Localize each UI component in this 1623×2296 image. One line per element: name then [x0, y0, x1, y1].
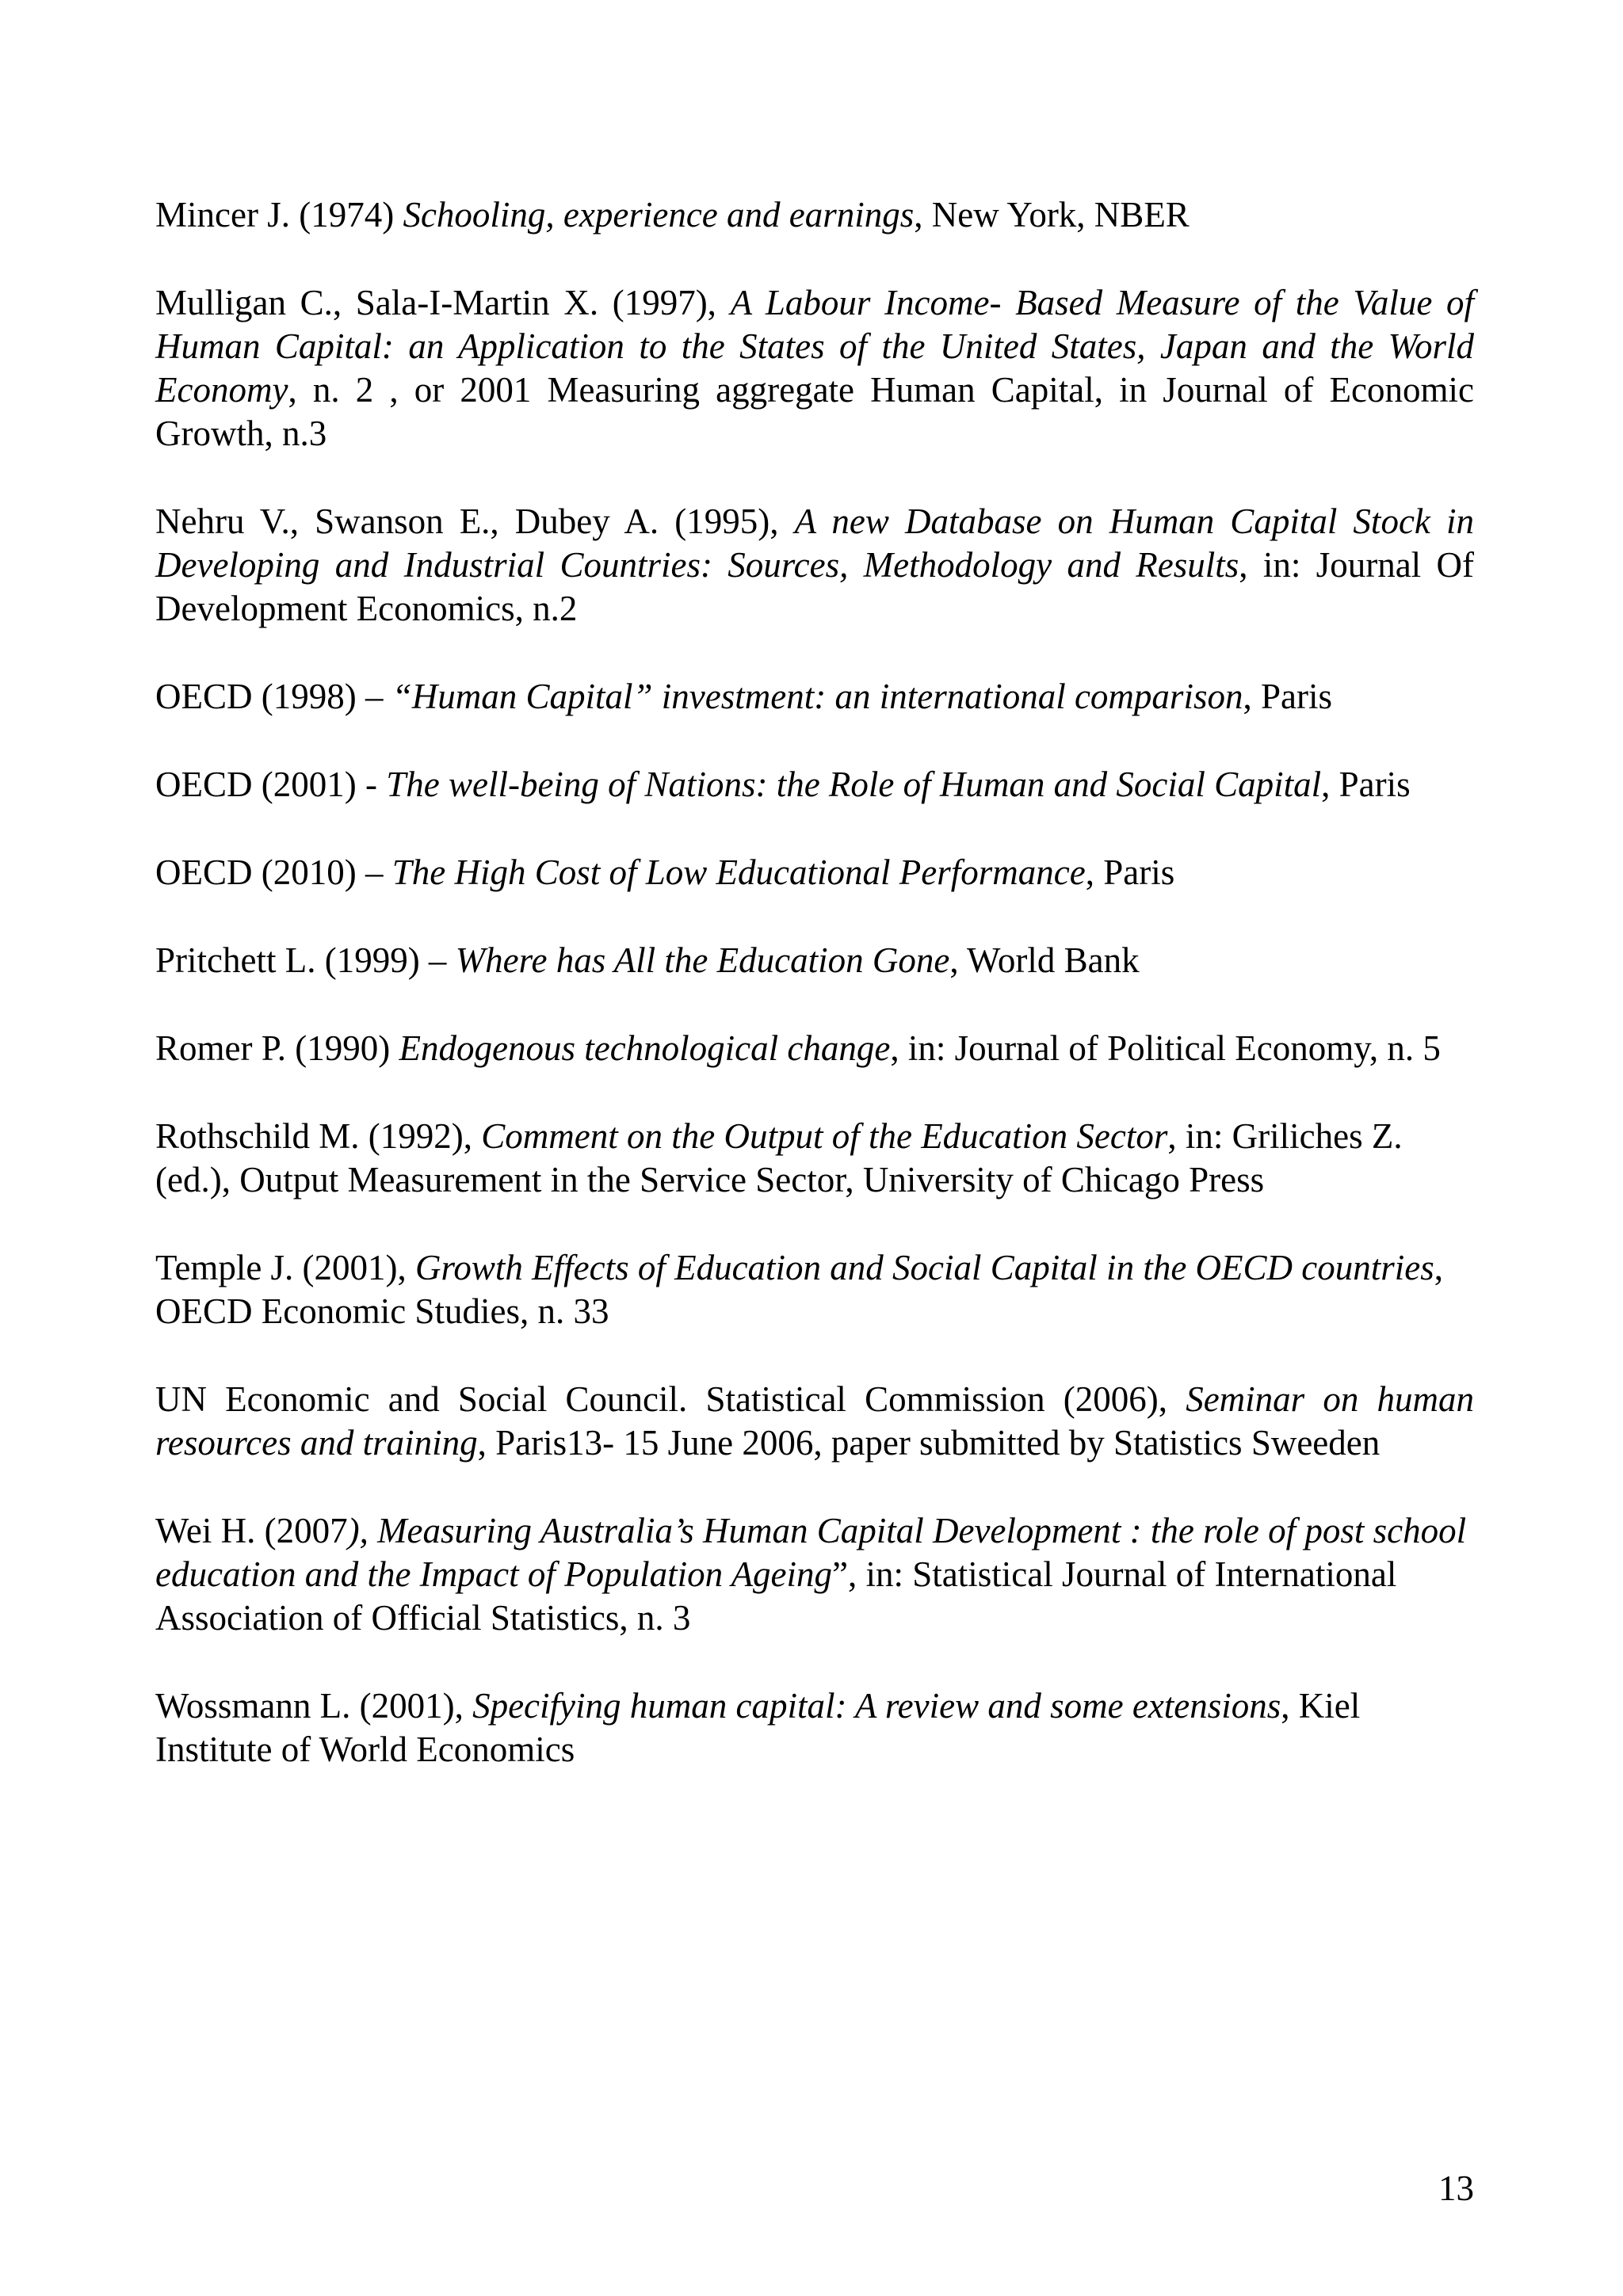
reference-entry: Temple J. (2001), Growth Effects of Education and Social Capital in the OECD countries, OECD Economic Studies, n. 33 [155, 1248, 1444, 1331]
reference-entry: Nehru V., Swanson E., Dubey A. (1995), A new Database on Human Capital Stock in Developing and Industrial Countries: Sources, Methodology and Results, in: Journal Of Development Economics, n.2 [155, 502, 1474, 628]
reference-entry: OECD (1998) – “Human Capital” investment: an international comparison, Paris [155, 677, 1332, 716]
page-number: 13 [1438, 2168, 1474, 2208]
reference-entry: Pritchett L. (1999) – Where has All the Education Gone, World Bank [155, 940, 1140, 980]
reference-entry: Mulligan C., Sala-I-Martin X. (1997), A Labour Income- Based Measure of the Value of Human Capital: an Application to the States of the United States, Japan and the World Economy, n. 2 , or 2001 Measuring aggregate Human Capital, in Journal of Economic Growth, n.3 [155, 283, 1474, 453]
reference-entry: Wossmann L. (2001), Specifying human capital: A review and some extensions, Kiel Institute of World Economics [155, 1686, 1361, 1769]
reference-entry: OECD (2001) - The well-being of Nations: the Role of Human and Social Capital, Paris [155, 765, 1411, 804]
reference-entry: Mincer J. (1974) Schooling, experience and earnings, New York, NBER [155, 195, 1190, 235]
reference-entry: Wei H. (2007), Measuring Australia’s Human Capital Development : the role of post school education and the Impact of Population Ageing”, in: Statistical Journal of International Association of Official Statistics, n. 3 [155, 1511, 1467, 1638]
reference-entry: Rothschild M. (1992), Comment on the Output of the Education Sector, in: Griliches Z. (ed.), Output Measurement in the Service Sector, University of Chicago Press [155, 1116, 1403, 1199]
reference-entry: UN Economic and Social Council. Statistical Commission (2006), Seminar on human resources and training, Paris13- 15 June 2006, paper submitted by Statistics Sweeden [155, 1379, 1474, 1463]
reference-list [155, 193, 1474, 1816]
reference-entry: OECD (2010) – The High Cost of Low Educational Performance, Paris [155, 852, 1175, 892]
reference-entry: Romer P. (1990) Endogenous technological change, in: Journal of Political Economy, n. 5 [155, 1028, 1441, 1068]
